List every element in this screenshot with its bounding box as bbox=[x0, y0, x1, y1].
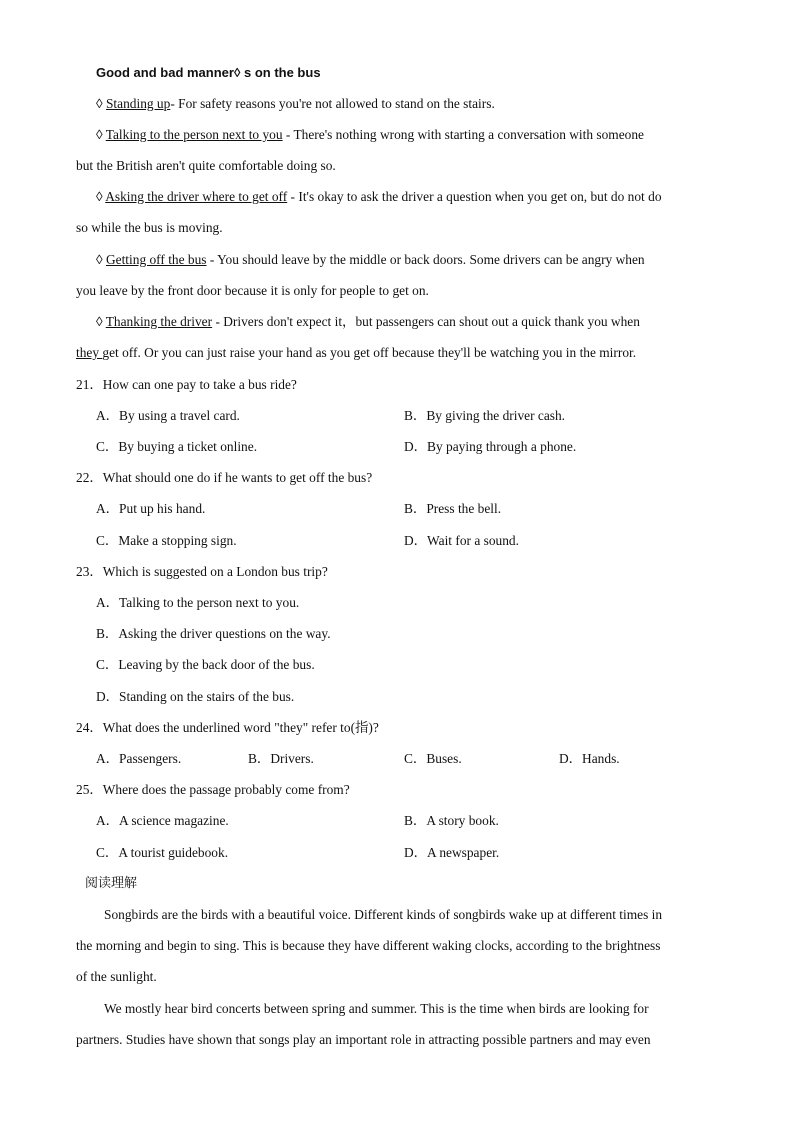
tip-standing-up bbox=[96, 95, 495, 113]
tip-asking-driver bbox=[96, 188, 662, 206]
option-24-c: C．Buses. bbox=[404, 751, 462, 766]
tip-text-continued: they get off. Or you can just raise your hand as you get off because they'll be watching you in the mirror. bbox=[76, 345, 637, 360]
option-23-c: C．Leaving by the back door of the bus. bbox=[96, 657, 315, 672]
tip-text: - There's nothing wrong with starting a conversation with someone bbox=[282, 127, 644, 142]
tip-text-continued: but the British aren't quite comfortable doing so. bbox=[76, 158, 336, 173]
section-heading: 阅读理解 bbox=[85, 876, 138, 891]
question-23 bbox=[76, 563, 328, 581]
question-number: 23． bbox=[76, 564, 103, 579]
diamond-marker-icon: ◊ bbox=[96, 189, 106, 204]
passage-title: Good and bad manner◊ s on the bus bbox=[96, 65, 321, 80]
paragraph-2-line: partners. Studies have shown that songs play an important role in attracting possible partners and may even bbox=[76, 1032, 651, 1047]
option-22-d: D．Wait for a sound. bbox=[404, 533, 519, 548]
question-text: What does the underlined word "they" refer to(指)? bbox=[102, 720, 379, 735]
tip-thanking bbox=[96, 313, 640, 331]
option-24-a: A．Passengers. bbox=[96, 751, 182, 766]
option-23-b: B．Asking the driver questions on the way. bbox=[96, 626, 331, 641]
tip-text: - For safety reasons you're not allowed to stand on the stairs. bbox=[170, 96, 495, 111]
option-23-d: D．Standing on the stairs of the bus. bbox=[96, 689, 295, 704]
option-25-c: C．A tourist guidebook. bbox=[96, 845, 229, 860]
question-number: 24． bbox=[76, 720, 103, 735]
option-24-d: D．Hands. bbox=[559, 751, 620, 766]
question-22 bbox=[76, 469, 372, 487]
question-text: Which is suggested on a London bus trip? bbox=[102, 564, 328, 579]
question-number: 25． bbox=[76, 782, 103, 797]
underlined-word-they: they bbox=[76, 345, 103, 360]
option-22-c: C．Make a stopping sign. bbox=[96, 533, 237, 548]
tip-text: - You should leave by the middle or back doors. Some drivers can be angry when bbox=[206, 252, 645, 267]
tip-getting-off bbox=[96, 251, 645, 269]
diamond-marker-icon: ◊ bbox=[96, 96, 106, 111]
question-text: What should one do if he wants to get off the bus? bbox=[102, 470, 373, 485]
option-21-a: A．By using a travel card. bbox=[96, 408, 240, 423]
question-24 bbox=[76, 719, 379, 737]
option-23-a: A．Talking to the person next to you. bbox=[96, 595, 300, 610]
option-24-b: B．Drivers. bbox=[248, 751, 314, 766]
option-21-d: D．By paying through a phone. bbox=[404, 439, 577, 454]
option-25-a: A．A science magazine. bbox=[96, 813, 229, 828]
tip-talking bbox=[96, 126, 644, 144]
tip-heading: Asking the driver where to get off bbox=[105, 189, 288, 204]
tip-text: - It's okay to ask the driver a question when you get on, but do not do bbox=[287, 189, 662, 204]
paragraph-1-line: the morning and begin to sing. This is because they have different waking clocks, according to the brightness bbox=[76, 938, 661, 953]
tip-heading: Thanking the driver bbox=[105, 314, 213, 329]
paragraph-1-line: of the sunlight. bbox=[76, 969, 157, 984]
question-text: Where does the passage probably come from? bbox=[102, 782, 350, 797]
tip-heading: Talking to the person next to you bbox=[105, 127, 283, 142]
question-number: 22． bbox=[76, 470, 103, 485]
tip-text: - Drivers don't expect it，but passengers can shout out a quick thank you when bbox=[212, 314, 640, 329]
option-21-b: B．By giving the driver cash. bbox=[404, 408, 566, 423]
question-21 bbox=[76, 376, 297, 394]
tip-heading: Standing up bbox=[105, 96, 171, 111]
tip-heading: Getting off the bus bbox=[105, 252, 207, 267]
tip-text-continued: so while the bus is moving. bbox=[76, 220, 223, 235]
diamond-marker-icon: ◊ bbox=[96, 127, 106, 142]
paragraph-1-line: Songbirds are the birds with a beautiful voice. Different kinds of songbirds wake up at different times in bbox=[104, 907, 663, 922]
diamond-marker-icon: ◊ bbox=[96, 252, 106, 267]
option-22-b: B．Press the bell. bbox=[404, 501, 502, 516]
paragraph-2-line: We mostly hear bird concerts between spring and summer. This is the time when birds are looking for bbox=[104, 1001, 649, 1016]
option-25-b: B．A story book. bbox=[404, 813, 499, 828]
option-21-c: C．By buying a ticket online. bbox=[96, 439, 258, 454]
tip-text-continued: you leave by the front door because it is only for people to get on. bbox=[76, 283, 429, 298]
option-25-d: D．A newspaper. bbox=[404, 845, 500, 860]
question-number: 21． bbox=[76, 377, 103, 392]
question-25 bbox=[76, 781, 350, 799]
diamond-marker-icon: ◊ bbox=[96, 314, 106, 329]
question-text: How can one pay to take a bus ride? bbox=[102, 377, 297, 392]
option-22-a: A．Put up his hand. bbox=[96, 501, 206, 516]
